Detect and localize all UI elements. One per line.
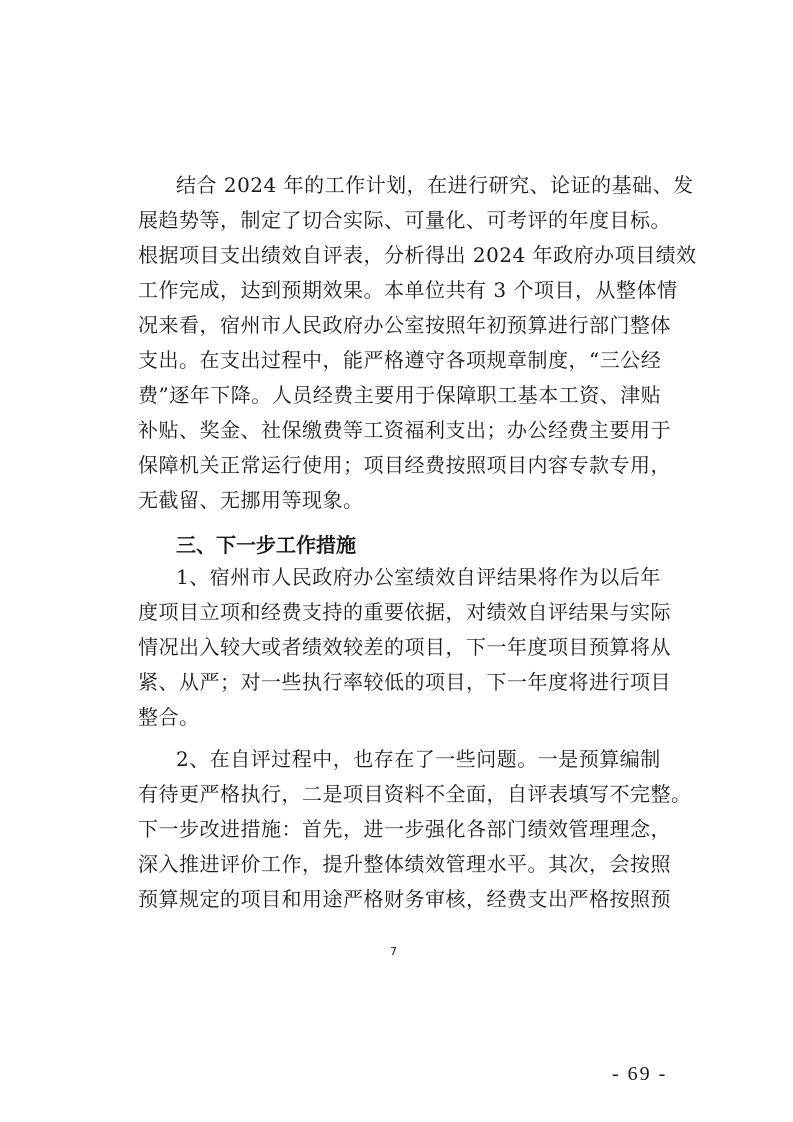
inner-page-number: 7	[390, 945, 397, 958]
paragraph-1-line-7: 费”逐年下降。人员经费主要用于保障职工基本工资、津贴	[138, 383, 662, 407]
paragraph-2-line-3: 情况出入较大或者绩效较差的项目，下一年度项目预算将从	[138, 635, 671, 659]
paragraph-3-line-2: 有待更严格执行，二是项目资料不全面，自评表填写不完整。	[138, 782, 692, 806]
paragraph-2-line-4: 紧、从严；对一些执行率较低的项目，下一年度将进行项目	[138, 670, 671, 694]
paragraph-1-line-9: 保障机关正常运行使用；项目经费按照项目内容专款专用，	[138, 453, 671, 477]
section-heading: 三、下一步工作措施	[176, 533, 356, 557]
paragraph-3-line-4: 深入推进评价工作，提升整体绩效管理水平。其次，会按照	[138, 852, 671, 876]
paragraph-1-line-4: 工作完成，达到预期效果。本单位共有 3 个项目，从整体情	[138, 278, 678, 302]
paragraph-2-line-2: 度项目立项和经费支持的重要依据，对绩效自评结果与实际	[138, 600, 671, 624]
paragraph-1-line-1: 结合 2024 年的工作计划，在进行研究、论证的基础、发	[176, 173, 694, 197]
paragraph-1-line-5: 况来看，宿州市人民政府办公室按照年初预算进行部门整体	[138, 313, 671, 337]
paragraph-3-line-5: 预算规定的项目和用途严格财务审核，经费支出严格按照预	[138, 887, 671, 911]
paragraph-3-line-1: 2、在自评过程中，也存在了一些问题。一是预算编制	[176, 747, 661, 771]
paragraph-1-line-2: 展趋势等，制定了切合实际、可量化、可考评的年度目标。	[138, 208, 671, 232]
paragraph-2-line-1: 1、宿州市人民政府办公室绩效自评结果将作为以后年	[176, 565, 661, 589]
paragraph-1-line-10: 无截留、无挪用等现象。	[138, 488, 364, 512]
outer-page-number: - 69 -	[612, 1063, 668, 1085]
paragraph-1-line-3: 根据项目支出绩效自评表，分析得出 2024 年政府办项目绩效	[138, 243, 697, 267]
paragraph-1-line-6: 支出。在支出过程中，能严格遵守各项规章制度，“三公经	[138, 348, 662, 372]
paragraph-2-line-5: 整合。	[138, 705, 200, 729]
paragraph-3-line-3: 下一步改进措施：首先，进一步强化各部门绩效管理理念，	[138, 817, 671, 841]
paragraph-1-line-8: 补贴、奖金、社保缴费等工资福利支出；办公经费主要用于	[138, 418, 671, 442]
